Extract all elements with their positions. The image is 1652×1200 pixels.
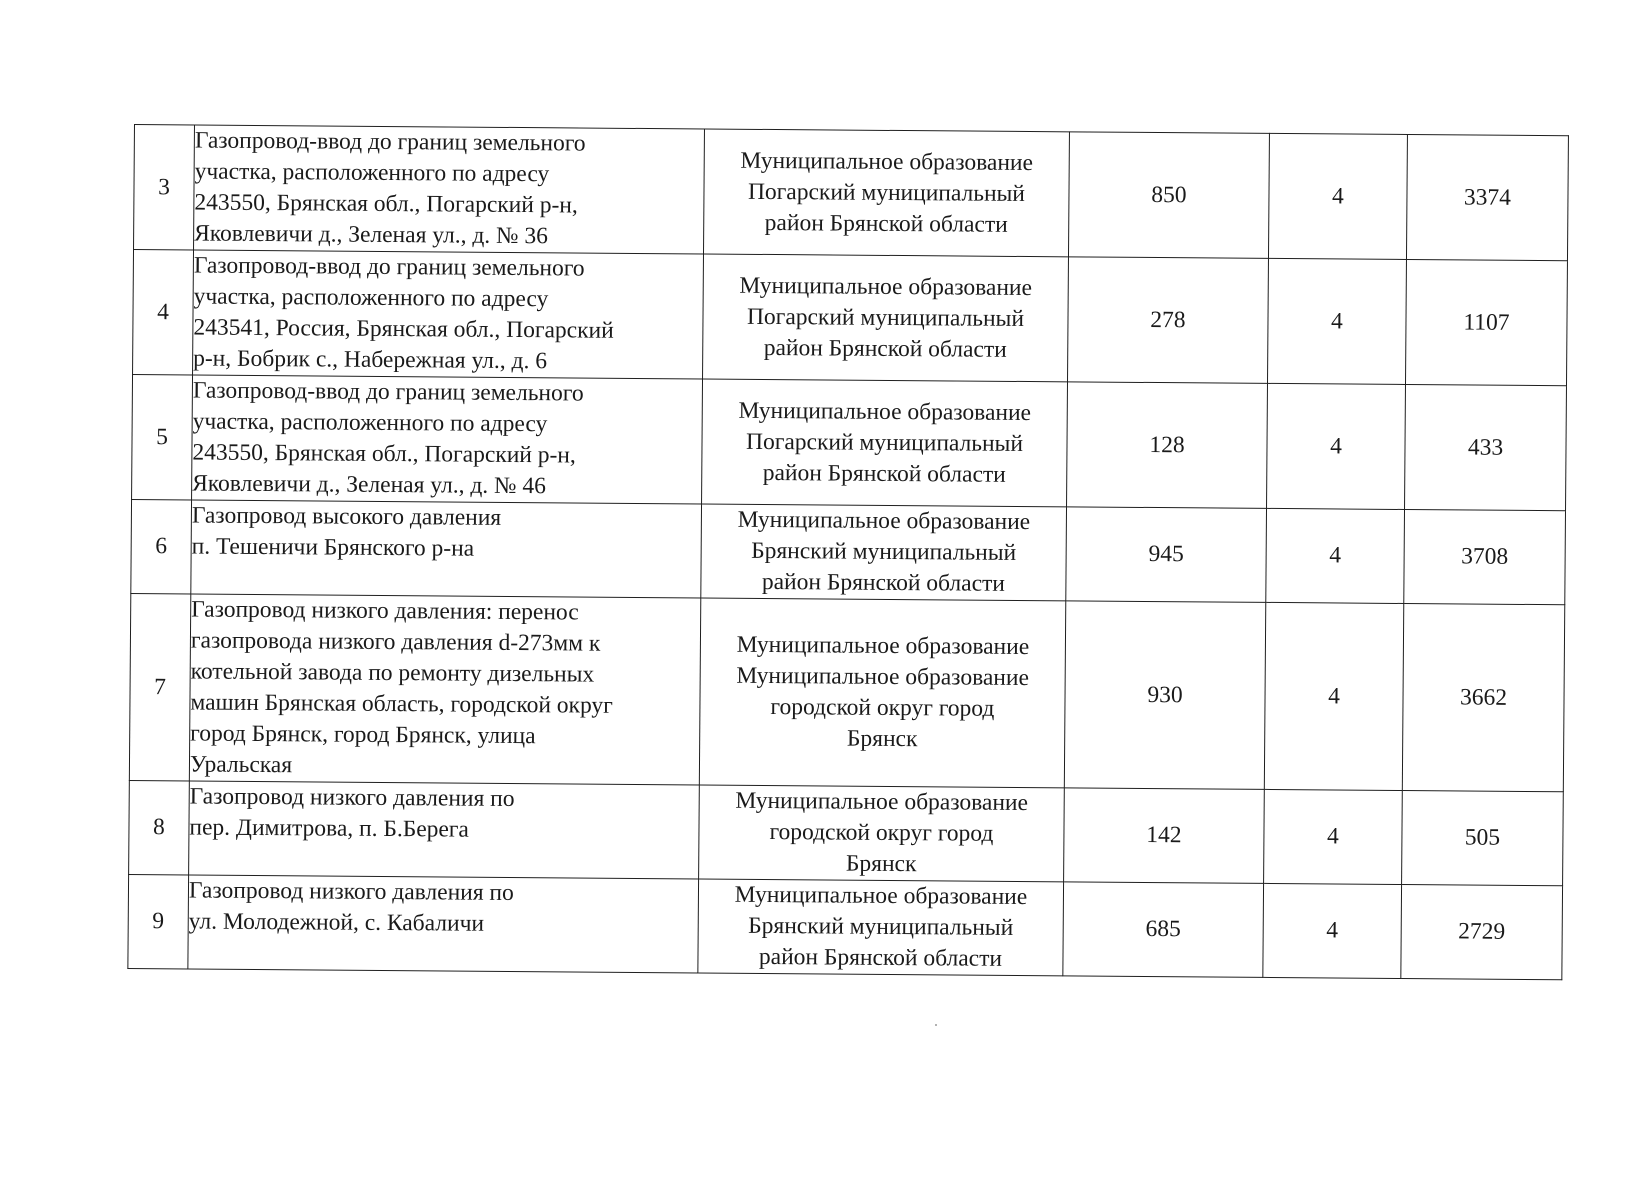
gas-pipeline-table — [127, 124, 1569, 980]
row-number: 6 — [131, 499, 192, 593]
object-name-line: 243550, Брянская обл., Погарский р-н, — [192, 439, 576, 469]
length-cell: 142 — [1064, 788, 1265, 884]
table-row — [129, 780, 1564, 885]
length-cell: 685 — [1063, 882, 1264, 978]
table-row — [129, 593, 1564, 791]
value-cell: 3708 — [1404, 509, 1566, 604]
length-cell: 850 — [1068, 132, 1269, 259]
owner-line: Муниципальное образование — [738, 397, 1032, 426]
object-name-line: котельной завода по ремонту дизельных — [190, 658, 595, 688]
object-name-line: город Брянск, город Брянск, улица — [190, 720, 536, 750]
object-name-cell — [189, 781, 700, 879]
length-cell: 930 — [1064, 601, 1265, 790]
row-number: 3 — [134, 125, 195, 250]
table-row — [128, 874, 1563, 979]
object-name-line: машин Брянская область, городской округ — [190, 689, 613, 719]
owner-line: Погарский муниципальный — [746, 303, 1025, 332]
object-name-line: Газопровод высокого давления — [191, 502, 502, 531]
value-cell: 1107 — [1405, 259, 1567, 385]
owner-line: Погарский муниципальный — [745, 428, 1024, 457]
category-cell: 4 — [1267, 383, 1406, 509]
owner-line: Погарский муниципальный — [747, 178, 1026, 207]
owner-line: Муниципальное образование — [734, 881, 1028, 911]
owner-line: Брянский муниципальный — [748, 912, 1014, 941]
object-name-line: Яковлевичи д., Зеленая ул., д. № 46 — [192, 470, 547, 500]
row-number: 8 — [129, 780, 190, 874]
length-cell: 945 — [1066, 507, 1267, 603]
category-cell: 4 — [1264, 789, 1403, 884]
category-cell: 4 — [1263, 883, 1402, 978]
owner-cell — [703, 129, 1069, 257]
owner-line: Муниципальное образование — [737, 506, 1031, 536]
value-cell: 2729 — [1401, 884, 1563, 979]
owner-cell — [703, 254, 1069, 382]
object-name-line: Уральская — [189, 751, 293, 779]
category-cell: 4 — [1264, 602, 1403, 790]
object-name-line: Газопровод-ввод до границ земельного — [194, 127, 586, 157]
table-row — [134, 125, 1569, 261]
object-name-line: Газопровод низкого давления: перенос — [191, 596, 579, 626]
length-cell: 278 — [1068, 257, 1269, 384]
object-name-line: участка, расположенного по адресу — [193, 283, 549, 313]
owner-line: район Брянской области — [758, 943, 1003, 972]
length-cell: 128 — [1067, 382, 1268, 509]
owner-line: городской округ город — [770, 694, 995, 722]
object-name-line: Яковлевичи д., Зеленая ул., д. № 36 — [194, 220, 548, 250]
owner-line: Муниципальное образование — [736, 631, 1030, 661]
object-name-line: 243550, Брянская обл., Погарский р-н, — [194, 189, 578, 219]
owner-line: Брянский муниципальный — [751, 537, 1017, 566]
owner-line: район Брянской области — [761, 568, 1006, 597]
object-name-cell — [192, 375, 703, 504]
object-name-cell — [194, 125, 705, 254]
object-name-line: Газопровод-ввод до границ земельного — [193, 252, 585, 282]
row-number: 4 — [133, 250, 194, 375]
owner-cell — [699, 598, 1065, 788]
object-name-line: пер. Димитрова, п. Б.Берега — [189, 814, 470, 843]
row-number: 7 — [129, 593, 190, 780]
table-row — [133, 250, 1568, 386]
owner-line: район Брянской области — [764, 209, 1008, 238]
object-name-cell — [188, 875, 699, 973]
owner-cell — [702, 379, 1068, 507]
owner-line: Брянск — [846, 725, 918, 753]
category-cell: 4 — [1267, 258, 1406, 384]
owner-cell — [699, 785, 1065, 882]
owner-line: Муниципальное образование — [736, 662, 1030, 692]
object-name-line: Газопровод низкого давления по — [189, 783, 515, 813]
owner-line: район Брянской области — [763, 334, 1007, 363]
value-cell: 505 — [1402, 790, 1564, 885]
object-name-cell — [193, 250, 704, 379]
scan-speck — [935, 1024, 937, 1026]
value-cell: 433 — [1405, 384, 1567, 510]
object-name-line: газопровода низкого давления d-273мм к — [190, 627, 601, 657]
category-cell: 4 — [1266, 508, 1405, 603]
owner-line: городской округ город — [769, 819, 994, 847]
owner-cell — [701, 504, 1067, 601]
table-row — [131, 499, 1566, 604]
owner-cell — [698, 879, 1064, 976]
value-cell: 3662 — [1402, 603, 1564, 791]
object-name-cell — [189, 594, 700, 785]
object-name-line: р-н, Бобрик с., Набережная ул., д. 6 — [193, 345, 548, 375]
table-row — [132, 374, 1567, 510]
object-name-line: п. Тешеничи Брянского р-на — [191, 533, 475, 562]
row-number: 5 — [132, 374, 193, 499]
owner-line: район Брянской области — [762, 459, 1006, 488]
object-name-line: ул. Молодежной, с. Кабаличи — [188, 908, 485, 937]
object-name-line: участка, расположенного по адресу — [192, 408, 548, 438]
owner-line: Брянск — [845, 850, 917, 878]
category-cell: 4 — [1268, 133, 1407, 259]
value-cell: 3374 — [1406, 135, 1568, 261]
owner-line: Муниципальное образование — [740, 147, 1034, 176]
owner-line: Муниципальное образование — [735, 787, 1029, 817]
object-name-cell — [191, 500, 702, 598]
object-name-line: Газопровод низкого давления по — [188, 877, 514, 907]
object-name-line: Газопровод-ввод до границ земельного — [192, 377, 584, 407]
owner-line: Муниципальное образование — [739, 272, 1033, 301]
object-name-line: участка, расположенного по адресу — [194, 158, 550, 188]
object-name-line: 243541, Россия, Брянская обл., Погарский — [193, 314, 614, 344]
row-number: 9 — [128, 874, 189, 968]
